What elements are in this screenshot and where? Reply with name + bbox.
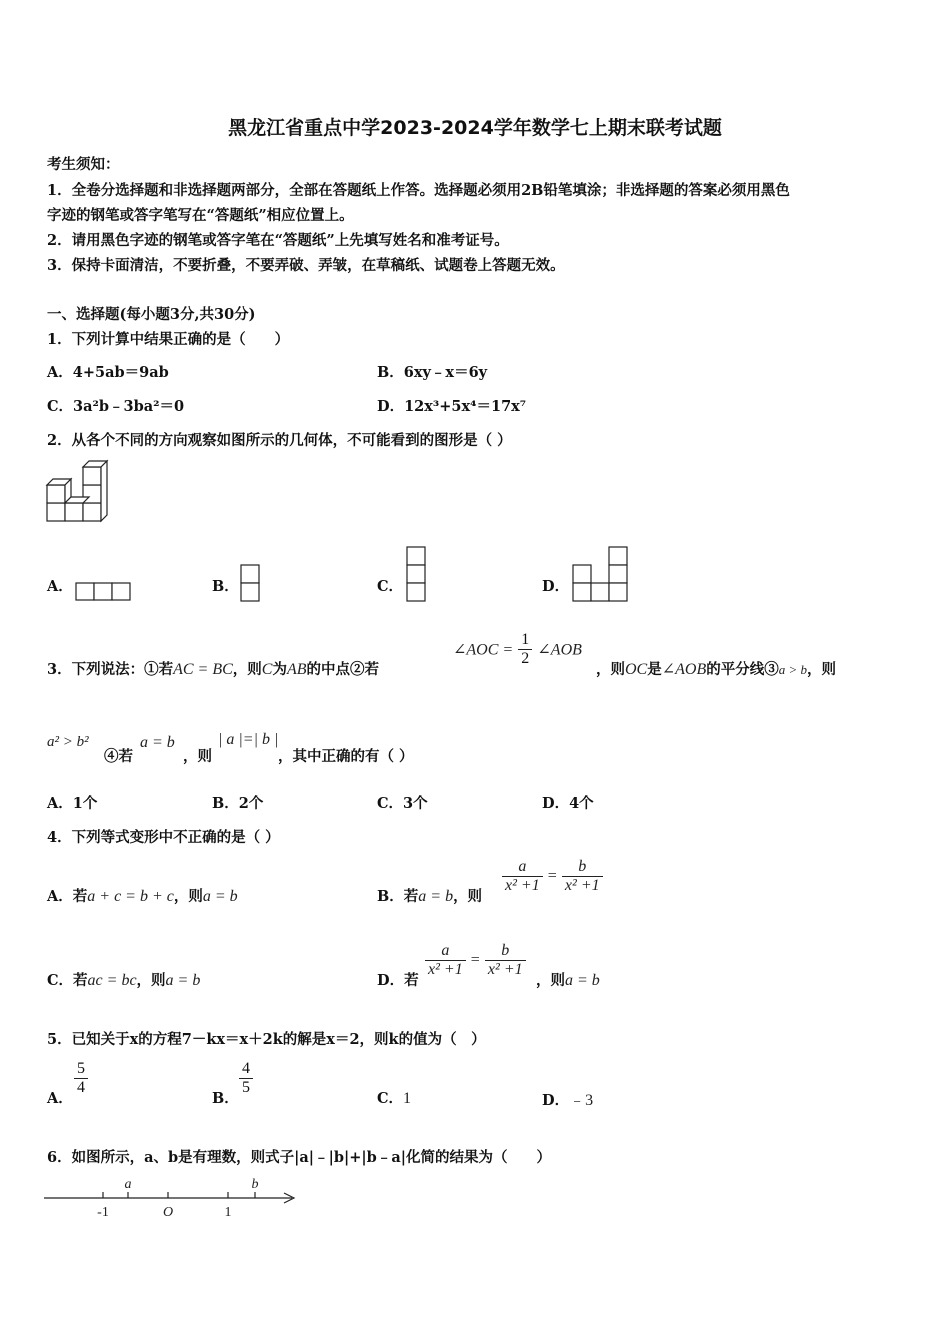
q2-stem: 2．从各个不同的方向观察如图所示的几何体，不可能看到的图形是（ ）: [47, 432, 512, 449]
q4-b-eq: =: [547, 867, 557, 885]
q5-stem: 5．已知关于x的方程7－kx＝x＋2k的解是x＝2，则k的值为（ ）: [47, 1031, 486, 1048]
q4-option-b[interactable]: [377, 885, 482, 906]
q5-a-num: 5: [74, 1060, 88, 1079]
q4-b-frac-1: [502, 858, 543, 895]
q3-frac-den: 2: [521, 650, 530, 667]
q4-b-pre: B．若: [377, 888, 419, 905]
q3-math-9: a² > b²: [47, 734, 89, 750]
q4-b-num1: a: [502, 858, 543, 877]
q3-text-7: 的平分线③: [706, 661, 779, 678]
q4-d-den2: x² +1: [487, 961, 523, 978]
q2-option-b-label[interactable]: B．: [212, 578, 239, 595]
q4-d-den1: x² +1: [428, 961, 463, 978]
q1-b-text: 6xy﹣x＝6y: [403, 364, 488, 381]
q3-text-3: 为: [272, 661, 287, 678]
q4-option-a[interactable]: [47, 885, 238, 906]
notice-line-3: 3．保持卡面清洁，不要折叠，不要弄破、弄皱，在草稿纸、试题卷上答题无效。: [47, 257, 565, 274]
q3-text-2: ，则: [232, 661, 262, 678]
q4-b-fraction-equation: [502, 858, 603, 895]
q1-a-label: A．: [47, 364, 73, 381]
q3-option-a[interactable]: A．1个: [47, 795, 98, 812]
q1-c-label: C．: [47, 398, 74, 415]
q3-math-8: a > b: [778, 662, 808, 677]
q5-d-label: D．: [542, 1092, 570, 1109]
q5-b-den: 5: [242, 1079, 250, 1096]
q4-d-fraction-equation: [425, 942, 526, 979]
notice-line-2: 2．请用黑色字迹的钢笔或答字笔在“答题纸”上先填写姓名和准考证号。: [47, 232, 509, 249]
q5-option-a-label[interactable]: A．: [47, 1090, 73, 1107]
q5-option-c[interactable]: [377, 1087, 411, 1108]
q3-text-4: 的中点②若: [306, 661, 379, 678]
label-a: a: [124, 1177, 132, 1192]
section-heading: 一、选择题(每小题3分,共30分): [47, 306, 256, 323]
q1-c-text: 3a²b﹣3ba²＝0: [73, 398, 185, 415]
q5-c-label: C．: [377, 1090, 404, 1107]
q4-a-pre: A．若: [47, 888, 88, 905]
q2-option-a-figure[interactable]: [75, 582, 133, 602]
notice-heading: 考生须知：: [47, 156, 120, 173]
q6-number-line: [44, 1172, 304, 1222]
q4-b-mid: ，则: [453, 888, 483, 905]
label-neg-one: -1: [97, 1205, 109, 1220]
q3-math-7: ∠AOB: [661, 661, 707, 678]
q5-c-value: 1: [403, 1090, 412, 1107]
q4-a-math-1: a + c = b + c: [87, 888, 174, 905]
q4-d-frac-2: [485, 942, 526, 979]
q2-option-c-figure[interactable]: [406, 546, 428, 604]
q3-math-1: AC = BC: [173, 661, 233, 678]
q1-option-b[interactable]: [377, 361, 487, 382]
q4-c-math-2: a = b: [165, 972, 201, 989]
q4-d-math-2: a = b: [565, 972, 600, 989]
q1-b-label: B．: [377, 364, 404, 381]
label-origin: O: [162, 1205, 174, 1220]
q4-d-num2: b: [485, 942, 526, 961]
q3-math-2: C: [261, 661, 273, 678]
q3-angle-formula: [453, 631, 582, 668]
label-b: b: [251, 1177, 259, 1192]
q1-a-text: 4+5ab＝9ab: [72, 364, 169, 381]
q4-d-tail: [536, 969, 600, 990]
q4-b-math-1: a = b: [418, 888, 454, 905]
q3-option-b[interactable]: B．2个: [212, 795, 264, 812]
q3-option-c[interactable]: C．3个: [377, 795, 428, 812]
q3-half-fraction: [518, 631, 532, 668]
q1-d-text: 12x³+5x⁴＝17x⁷: [404, 398, 527, 415]
q5-option-b-fraction[interactable]: [239, 1060, 253, 1097]
q4-c-math-1: ac = bc: [87, 972, 137, 989]
q3-math-3: AB: [286, 661, 307, 678]
q4-d-eq: =: [470, 951, 480, 969]
q3-math-4: ∠AOC =: [453, 641, 514, 659]
q1-option-c[interactable]: [47, 395, 184, 416]
q2-option-b-figure[interactable]: [240, 564, 262, 604]
q3-text-11: ，其中正确的有（ ）: [278, 748, 414, 765]
q5-a-frac: [74, 1060, 88, 1097]
q3-line1-end: [596, 658, 836, 679]
q5-option-b-label[interactable]: B．: [212, 1090, 239, 1107]
q2-solid-figure: [45, 461, 109, 525]
q2-option-a-label[interactable]: A．: [47, 578, 73, 595]
label-one: 1: [224, 1205, 232, 1220]
q5-option-d[interactable]: [542, 1087, 593, 1110]
q4-b-num2: b: [562, 858, 603, 877]
q3-math-11: | a |=| b |: [218, 731, 279, 748]
q3-text-9: ④若: [104, 748, 133, 765]
q5-option-a-fraction[interactable]: [74, 1060, 88, 1097]
page-title: 黑龙江省重点中学2023-2024学年数学七上期末联考试题: [228, 117, 722, 139]
q5-b-frac: [239, 1060, 253, 1097]
q3-line1: [47, 658, 379, 679]
q4-stem: 4．下列等式变形中不正确的是（ ）: [47, 829, 280, 846]
q3-math-6: OC: [625, 661, 648, 678]
q3-text-5: ，则: [596, 661, 625, 678]
q6-stem: 6．如图所示，a、b是有理数，则式子|a|﹣|b|+|b﹣a|化简的结果为（ ）: [47, 1149, 551, 1166]
q4-a-mid: ，则: [173, 888, 203, 905]
q4-option-c[interactable]: [47, 969, 200, 990]
q3-text-10: ，则: [183, 748, 212, 765]
q1-stem: 1．下列计算中结果正确的是（ ）: [47, 331, 290, 348]
q3-frac-num: 1: [518, 631, 532, 650]
q4-d-mid: ，则: [536, 972, 565, 989]
q5-d-value: ﹣3: [569, 1092, 594, 1109]
q4-a-math-2: a = b: [202, 888, 238, 905]
q3-text-8: ，则: [807, 661, 837, 678]
q4-option-d[interactable]: D．若: [377, 972, 419, 989]
q3-math-10: a = b: [140, 734, 175, 751]
q1-option-a[interactable]: [47, 361, 169, 382]
q3-text-6: 是: [647, 661, 662, 678]
q2-option-d-label[interactable]: D．: [542, 578, 570, 595]
q1-d-label: D．: [377, 398, 405, 415]
q4-b-den2: x² +1: [564, 877, 600, 894]
q4-c-pre: C．若: [47, 972, 88, 989]
q4-c-mid: ，则: [136, 972, 166, 989]
q4-b-den1: x² +1: [505, 877, 540, 894]
notice-line-1b: 字迹的钢笔或答字笔写在“答题纸”相应位置上。: [47, 207, 354, 224]
q2-option-c-label[interactable]: C．: [377, 578, 404, 595]
q2-option-d-figure[interactable]: [572, 546, 632, 604]
q3-option-d[interactable]: D．4个: [542, 795, 594, 812]
notice-line-1a: 1．全卷分选择题和非选择题两部分，全部在答题纸上作答。选择题必须用2B铅笔填涂；非选择题的答案必须用黑色: [47, 182, 790, 199]
q5-a-den: 4: [77, 1079, 85, 1096]
q4-d-num1: a: [425, 942, 466, 961]
q5-b-num: 4: [239, 1060, 253, 1079]
q4-d-frac-1: [425, 942, 466, 979]
q3-math-5: ∠AOB: [537, 641, 582, 659]
q1-option-d[interactable]: [377, 395, 526, 416]
q3-text-1: 3．下列说法：①若: [47, 661, 174, 678]
q4-b-frac-2: [562, 858, 603, 895]
